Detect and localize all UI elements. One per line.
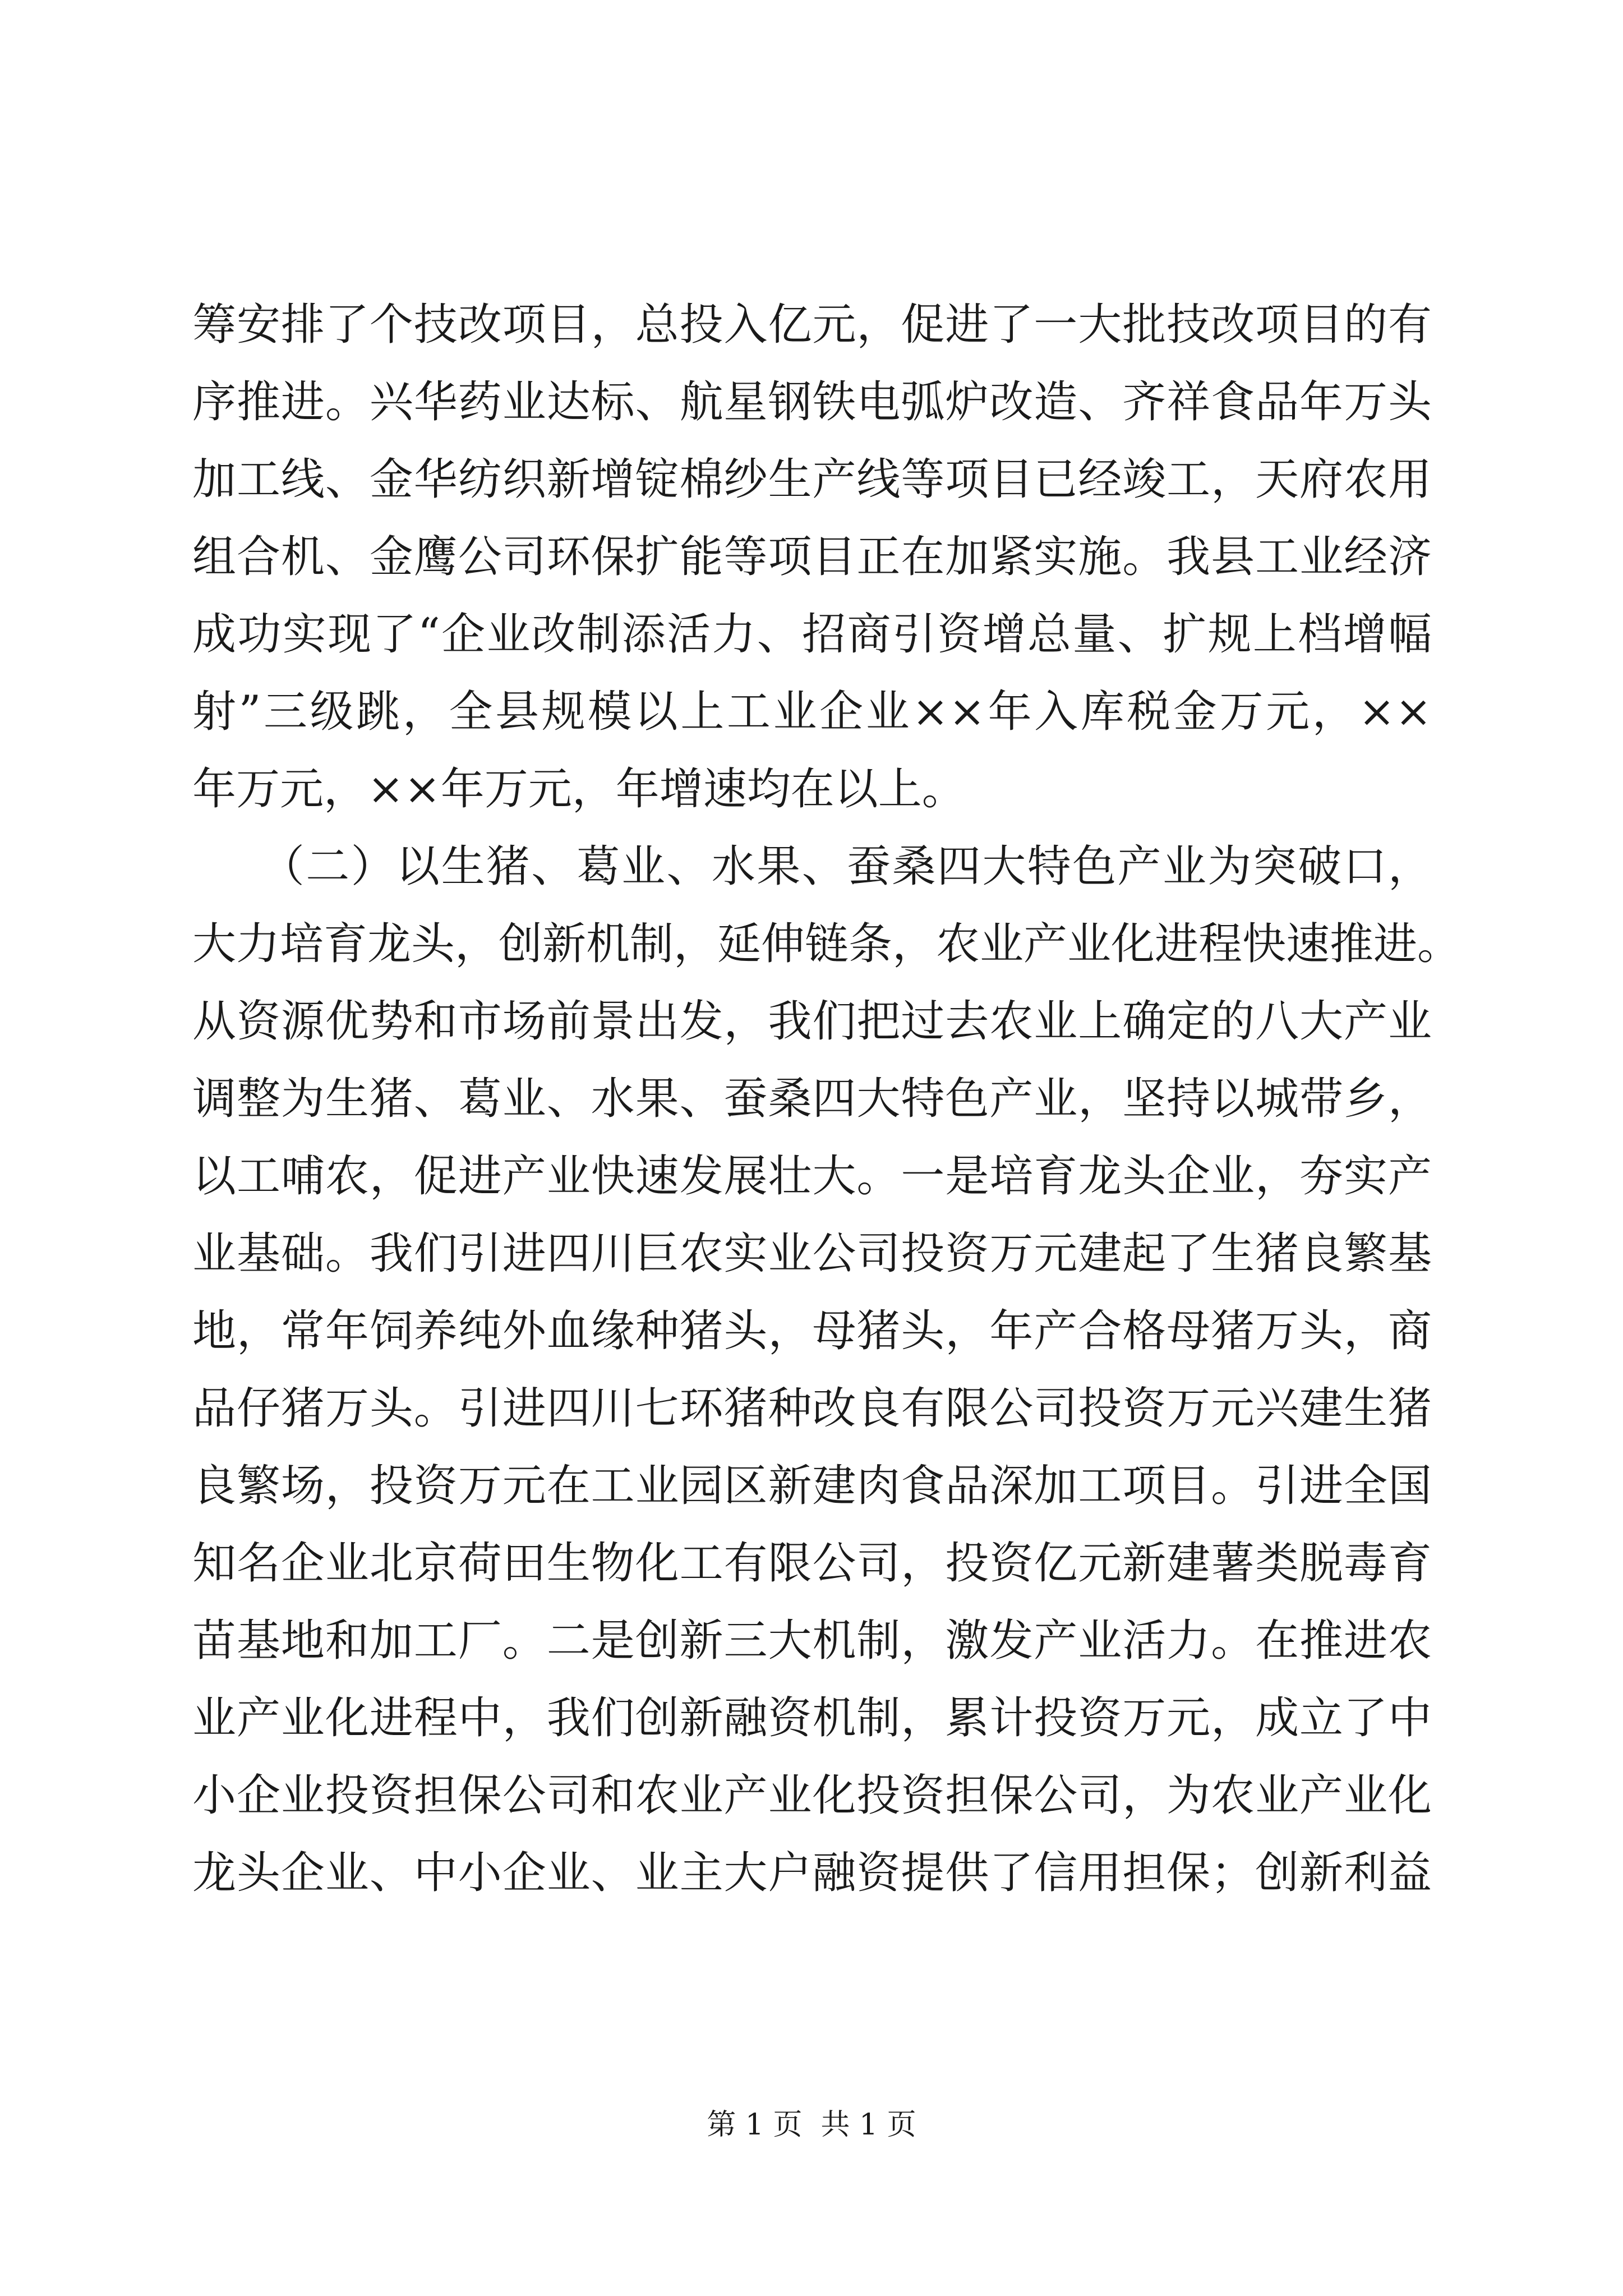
text-line: 小企业投资担保公司和农业产业化投资担保公司，为农业产业化 [192,1770,1432,1821]
text-line: 知名企业北京荷田生物化工有限公司，投资亿元新建薯类脱毒育 [192,1538,1432,1589]
text-line: 业基础。我们引进四川巨农实业公司投资万元建起了生猪良繁基 [192,1228,1432,1279]
text-line: 调整为生猪、葛业、水果、蚕桑四大特色产业，坚持以城带乡， [192,1074,1432,1124]
text-line: 年万元，××年万元，年增速均在以上。 [192,764,966,815]
text-line: 地，常年饲养纯外血缘种猪头，母猪头，年产合格母猪万头，商 [192,1306,1432,1356]
text-line: 龙头企业、中小企业、业主大户融资提供了信用担保；创新利益 [192,1848,1432,1898]
text-line: 成功实现了“企业改制添活力、招商引资增总量、扩规上档增幅 [192,609,1432,660]
text-line: 以工哺农，促进产业快速发展壮大。一是培育龙头企业，夯实产 [192,1151,1432,1202]
page-footer: 第 1 页 共 1 页 [707,2108,916,2142]
text-line: 筹安排了个技改项目，总投入亿元，促进了一大批技改项目的有 [192,300,1432,350]
text-line: （二）以生猪、葛业、水果、蚕桑四大特色产业为突破口， [192,841,1432,892]
text-line: 品仔猪万头。引进四川七环猪种改良有限公司投资万元兴建生猪 [192,1383,1432,1434]
text-line: 业产业化进程中，我们创新融资机制，累计投资万元，成立了中 [192,1693,1432,1743]
text-line: 从资源优势和市场前景出发，我们把过去农业上确定的八大产业 [192,996,1432,1047]
text-line: 射”三级跳，全县规模以上工业企业××年入库税金万元，×× [192,687,1432,737]
body-text [192,286,1461,1912]
text-line: 序推进。兴华药业达标、航星钢铁电弧炉改造、齐祥食品年万头 [192,377,1432,427]
text-line: 良繁场，投资万元在工业园区新建肉食品深加工项目。引进全国 [192,1461,1432,1511]
text-line: 苗基地和加工厂。二是创新三大机制，激发产业活力。在推进农 [192,1616,1432,1666]
text-line: 大力培育龙头，创新机制，延伸链条，农业产业化进程快速推进。 [192,919,1461,969]
text-line: 加工线、金华纺织新增锭棉纱生产线等项目已经竣工，天府农用 [192,454,1432,505]
text-line: 组合机、金鹰公司环保扩能等项目正在加紧实施。我县工业经济 [192,532,1432,582]
